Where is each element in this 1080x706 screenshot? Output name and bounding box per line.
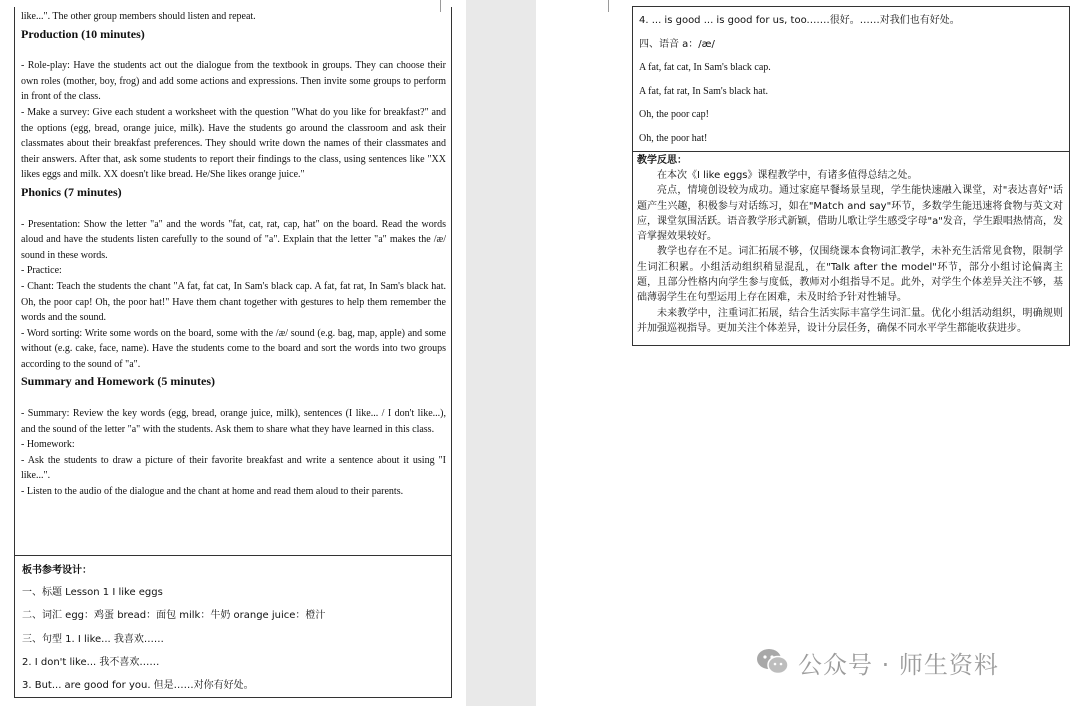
pronunciation-line: A fat, fat cat, In Sam's black cap. — [639, 62, 771, 73]
page-gutter — [466, 0, 536, 706]
lesson-paragraph: - Presentation: Show the letter "a" and the words "fat, cat, rat, cap, hat" on the board. Read the words aloud and have the students listen carefully to the sound of "a". Explain that the letter "a" makes the /æ/ sound in these words. — [21, 218, 446, 261]
board-line: 3. But... are good for you. 但是……对你有好处。 — [22, 680, 254, 692]
board-line: 2. I don't like... 我不喜欢…… — [22, 656, 160, 668]
lesson-paragraph: - Chant: Teach the students the chant "A fat, fat cat, In Sam's black cap. A fat, fat rat, In Sam's black hat. Oh, the poor cap! Oh, the poor hat!" Have them chant together with gestures to help them remember the words and the sound. — [21, 280, 446, 324]
board-line: 三、句型 1. I like... 我喜欢…… — [22, 633, 164, 645]
left-page — [0, 0, 466, 706]
lesson-paragraph: - Ask the students to draw a picture of their favorite breakfast and write a sentence about it using "I like...". — [21, 454, 446, 482]
pronunciation-lines — [639, 9, 1063, 150]
section-heading: Summary and Homework (5 minutes) — [21, 374, 215, 389]
watermark — [756, 642, 999, 682]
lesson-paragraph: like...". The other group members should listen and repeat. — [21, 11, 256, 22]
board-design-box — [14, 555, 452, 698]
board-design-title: 板书参考设计： — [22, 565, 92, 576]
lesson-paragraph: - Summary: Review the key words (egg, bread, orange juice, milk), sentences (I like... / I don't like...), and the sound of the letter "a" with the students. Ask them to share what they have learned in this class. — [21, 408, 446, 435]
reflection-paragraph: 亮点，情境创设较为成功。通过家庭早餐场景呈现，学生能快速融入课堂，对"表达喜好"话题产生兴趣，积极参与对话练习，如在"Match and say"环节，多数学生能迅速将食物与英文对应，课堂氛围活跃。语音教学形式新颖，借助儿歌让学生感受字母"a"发音，学生跟唱热情高，发音掌握效果较好。 — [637, 185, 1063, 243]
lesson-plan-box — [14, 7, 452, 556]
lesson-paragraph: - Homework: — [21, 439, 75, 451]
page-corner-mark — [596, 0, 609, 12]
pronunciation-box — [632, 6, 1070, 152]
blank-line — [21, 201, 446, 217]
reflection-paragraph: 未来教学中，注重词汇拓展，结合生活实际丰富学生词汇量。优化小组活动组织，明确规则并加强巡视指导。更加关注个体差异，设计分层任务，确保不同水平学生都能收获进步。 — [637, 307, 1063, 334]
pronunciation-line: Oh, the poor cap! — [639, 109, 709, 120]
pronunciation-line: A fat, fat rat, In Sam's black hat. — [639, 85, 768, 97]
lesson-paragraph: - Practice: — [21, 265, 62, 277]
section-heading: Production (10 minutes) — [21, 26, 145, 41]
right-page — [536, 0, 1080, 706]
watermark-text: 公众号 · 师生资料 — [798, 650, 999, 679]
blank-line — [21, 390, 446, 406]
lesson-paragraph: - Role-play: Have the students act out the dialogue from the textbook in groups. They can choose their own roles (mother, boy, frog) and add some actions and expressions. Then invite some groups to perform in front of the class. — [21, 60, 446, 103]
wechat-icon — [756, 647, 790, 677]
reflection-title: 教学反思： — [637, 155, 687, 166]
board-design-lines — [22, 581, 445, 697]
reflection-paragraph: 在本次《I like eggs》课程教学中，有诸多值得总结之处。 — [657, 170, 918, 181]
lesson-paragraph: - Word sorting: Write some words on the board, some with the /æ/ sound (e.g. bag, map, apple) and some without (e.g. cake, face, name). Have the students come to the board and sort the words into two groups according to the sound of "a". — [21, 327, 446, 370]
pronunciation-line: 4. ... is good ... is good for us, too.……很好。……对我们也有好处。 — [639, 15, 960, 26]
board-line: 二、词汇 egg：鸡蛋 bread：面包 milk：牛奶 orange juice：橙汁 — [22, 610, 326, 622]
reflection-paragraphs — [637, 168, 1063, 336]
lesson-plan-content — [21, 9, 446, 500]
board-line: 一、标题 Lesson 1 I like eggs — [22, 587, 163, 598]
pronunciation-line: 四、语音 a：/æ/ — [639, 38, 715, 50]
reflection-box — [632, 151, 1070, 346]
reflection-paragraph: 教学也存在不足。词汇拓展不够，仅围绕课本食物词汇教学，未补充生活常见食物，限制学生词汇积累。小组活动组织稍显混乱，在"Talk after the model"环节，部分小组讨论偏离主题，且部分性格内向学生参与度低，教师对小组指导不足。此外，对学生个体差异关注不够，基础薄弱学生在句型运用上存在困难，未及时给予针对性辅导。 — [637, 246, 1063, 304]
section-heading: Phonics (7 minutes) — [21, 184, 122, 199]
pronunciation-line: Oh, the poor hat! — [639, 132, 708, 144]
blank-line — [21, 43, 446, 59]
lesson-paragraph: - Make a survey: Give each student a worksheet with the question "What do you like for breakfast?" and the options (egg, bread, orange juice, milk). Have the students go around the classroom and ask their classmates about their breakfast preferences. They should write down the names of their classmates and their answers. After that, ask some students to report their findings to the class, using sentences like "XX likes eggs and milk. XX doesn't like bread. He/She likes orange juice." — [21, 106, 446, 181]
lesson-paragraph: - Listen to the audio of the dialogue and the chant at home and read them aloud to their parents. — [21, 486, 404, 498]
